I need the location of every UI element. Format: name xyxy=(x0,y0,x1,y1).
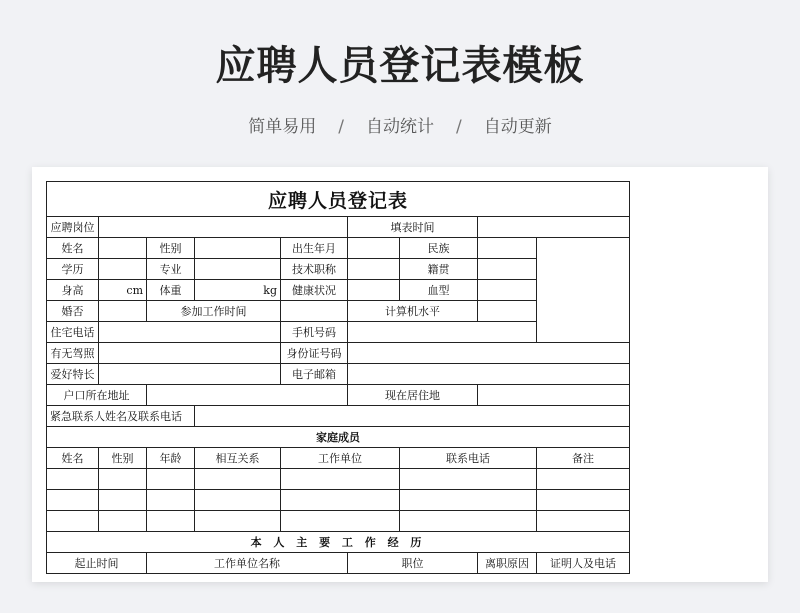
field-position[interactable] xyxy=(99,217,348,238)
label-education: 学历 xyxy=(47,259,99,280)
family-cell[interactable] xyxy=(99,511,147,532)
family-header: 备注 xyxy=(537,448,630,469)
family-header: 相互关系 xyxy=(195,448,281,469)
label-marital: 婚否 xyxy=(47,301,99,322)
field-birth[interactable] xyxy=(348,238,400,259)
feature-easy: 简单易用 xyxy=(248,117,317,137)
family-cell[interactable] xyxy=(195,490,281,511)
feature-auto-update: 自动更新 xyxy=(483,117,552,137)
photo-box[interactable] xyxy=(537,238,630,343)
family-header-row xyxy=(47,448,630,469)
field-gender[interactable] xyxy=(195,238,281,259)
experience-header: 离职原因 xyxy=(478,553,537,574)
family-cell[interactable] xyxy=(147,490,195,511)
field-title[interactable] xyxy=(348,259,400,280)
field-email[interactable] xyxy=(348,364,630,385)
label-residence: 现在居住地 xyxy=(348,385,478,406)
label-title: 技术职称 xyxy=(281,259,348,280)
field-native-place[interactable] xyxy=(478,259,537,280)
label-computer: 计算机水平 xyxy=(348,301,478,322)
form-title: 应聘人员登记表 xyxy=(47,182,630,217)
field-hukou[interactable] xyxy=(147,385,348,406)
page-title: 应聘人员登记表模板 xyxy=(215,43,585,89)
family-cell[interactable] xyxy=(281,469,400,490)
family-cell[interactable] xyxy=(281,490,400,511)
label-position: 应聘岗位 xyxy=(47,217,99,238)
unit-cm: cm xyxy=(126,283,143,297)
field-marital[interactable] xyxy=(99,301,147,322)
label-health: 健康状况 xyxy=(281,280,348,301)
field-computer[interactable] xyxy=(478,301,537,322)
family-cell[interactable] xyxy=(400,490,537,511)
form-sheet-preview xyxy=(32,167,768,582)
family-row xyxy=(47,490,630,511)
label-email: 电子邮箱 xyxy=(281,364,348,385)
label-birth: 出生年月 xyxy=(281,238,348,259)
label-mobile: 手机号码 xyxy=(281,322,348,343)
field-education[interactable] xyxy=(99,259,147,280)
family-cell[interactable] xyxy=(99,490,147,511)
family-cell[interactable] xyxy=(99,469,147,490)
field-emergency[interactable] xyxy=(195,406,630,427)
label-blood: 血型 xyxy=(400,280,478,301)
family-header: 年龄 xyxy=(147,448,195,469)
family-cell[interactable] xyxy=(537,511,630,532)
label-ethnicity: 民族 xyxy=(400,238,478,259)
field-id-number[interactable] xyxy=(348,343,630,364)
experience-header: 起止时间 xyxy=(47,553,147,574)
unit-kg: kg xyxy=(263,283,277,297)
field-weight[interactable] xyxy=(195,280,281,301)
field-home-phone[interactable] xyxy=(99,322,281,343)
family-header: 联系电话 xyxy=(400,448,537,469)
family-cell[interactable] xyxy=(47,511,99,532)
family-cell[interactable] xyxy=(195,469,281,490)
label-gender: 性别 xyxy=(147,238,195,259)
label-hukou: 户口所在地址 xyxy=(47,385,147,406)
family-cell[interactable] xyxy=(195,511,281,532)
family-cell[interactable] xyxy=(400,469,537,490)
field-license[interactable] xyxy=(99,343,281,364)
label-weight: 体重 xyxy=(147,280,195,301)
label-height: 身高 xyxy=(47,280,99,301)
label-work-start: 参加工作时间 xyxy=(147,301,281,322)
experience-section-title: 本 人 主 要 工 作 经 历 xyxy=(47,532,630,553)
field-hobbies[interactable] xyxy=(99,364,281,385)
field-major[interactable] xyxy=(195,259,281,280)
field-residence[interactable] xyxy=(478,385,630,406)
family-cell[interactable] xyxy=(47,469,99,490)
family-header: 性别 xyxy=(99,448,147,469)
label-id-number: 身份证号码 xyxy=(281,343,348,364)
separator: / xyxy=(456,117,462,137)
field-ethnicity[interactable] xyxy=(478,238,537,259)
experience-header-row xyxy=(47,553,630,574)
family-cell[interactable] xyxy=(147,469,195,490)
feature-auto-stats: 自动统计 xyxy=(366,117,434,137)
family-header: 工作单位 xyxy=(281,448,400,469)
family-row xyxy=(47,511,630,532)
field-fill-date[interactable] xyxy=(478,217,630,238)
family-cell[interactable] xyxy=(537,469,630,490)
label-fill-date: 填表时间 xyxy=(348,217,478,238)
separator: / xyxy=(338,117,344,137)
family-cell[interactable] xyxy=(47,490,99,511)
label-license: 有无驾照 xyxy=(47,343,99,364)
label-name: 姓名 xyxy=(47,238,99,259)
label-hobbies: 爱好特长 xyxy=(47,364,99,385)
family-cell[interactable] xyxy=(400,511,537,532)
label-home-phone: 住宅电话 xyxy=(47,322,99,343)
experience-header: 工作单位名称 xyxy=(147,553,348,574)
field-height[interactable] xyxy=(99,280,147,301)
label-major: 专业 xyxy=(147,259,195,280)
experience-header: 证明人及电话 xyxy=(537,553,630,574)
field-mobile[interactable] xyxy=(348,322,537,343)
field-health[interactable] xyxy=(348,280,400,301)
feature-tagline xyxy=(0,112,800,137)
field-blood[interactable] xyxy=(478,280,537,301)
field-work-start[interactable] xyxy=(281,301,348,322)
label-emergency: 紧急联系人姓名及联系电话 xyxy=(47,406,195,427)
field-name[interactable] xyxy=(99,238,147,259)
label-native-place: 籍贯 xyxy=(400,259,478,280)
family-row xyxy=(47,469,630,490)
family-cell[interactable] xyxy=(281,511,400,532)
registration-form xyxy=(46,181,630,574)
experience-header: 职位 xyxy=(348,553,478,574)
family-cell[interactable] xyxy=(147,511,195,532)
family-header: 姓名 xyxy=(47,448,99,469)
family-section-title: 家庭成员 xyxy=(47,427,630,448)
family-cell[interactable] xyxy=(537,490,630,511)
